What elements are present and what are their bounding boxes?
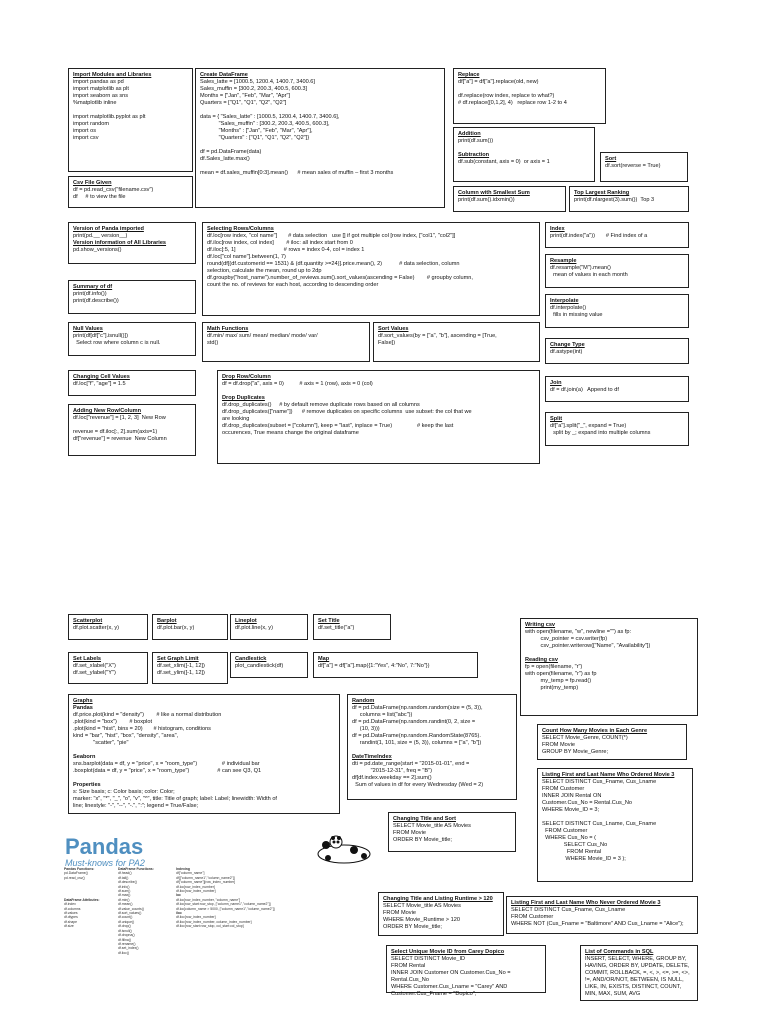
box-line: df = pd.DataFrame(data) [200, 149, 262, 155]
box-line: mean of values in each month [550, 272, 628, 278]
box-line: sns.barplot(data = df, y = "price", x = "room_type") # individual bar [73, 761, 260, 767]
box-line: split by _; expand into multiple columns [550, 430, 651, 436]
box-line [525, 650, 693, 657]
scatterplot-box [68, 614, 148, 640]
box-title: Graphs [73, 698, 93, 704]
list-item: df.head() [118, 871, 132, 876]
box-line: print(df.nlargest(3).sum()) Top 3 [574, 197, 655, 203]
list-item: pd.read_csv() [64, 875, 85, 880]
box-line: fills in missing value [550, 312, 603, 318]
box-line: print(pd.__ version__) [73, 233, 128, 239]
box-line: revenue = df.iloc[:, 2].sum(axis=1) [73, 429, 158, 435]
box-title: Changing Cell Values [73, 374, 130, 380]
box-line: SELECT Movie_title AS Movies [393, 823, 471, 829]
box-line: print(df.info()) [73, 291, 107, 297]
interpolate-box [545, 294, 689, 328]
list-item: df[["column_name1","column_name2"]] [176, 875, 235, 880]
candlestick-box [230, 652, 308, 678]
list-item: df.index [64, 902, 76, 907]
box-line [73, 422, 191, 429]
box-line: df.resample("M").mean() [550, 265, 611, 271]
column-heading: iloc [176, 911, 182, 916]
dataframe-functions-column [118, 867, 170, 955]
box-line [200, 163, 440, 170]
changing-title-sort-box [388, 812, 516, 852]
changing-cell-box [68, 370, 196, 396]
top-largest-box [569, 186, 689, 212]
box-line: COMMIT, ROLLBACK, =, <, >, <=, >=, <>, [585, 970, 690, 976]
resample-box [545, 254, 689, 288]
box-line: ORDER BY Movie_title; [393, 837, 452, 843]
selecting-rows-box [202, 222, 540, 316]
box-line: print(df[df["c"].isnull()]) [73, 333, 128, 339]
box-line: # df.replace([0,1,2], 4) replace row 1-2 to 4 [458, 100, 567, 106]
box-line: marker: "x", "*", "_", "o", "v", "^", title: Title of graph; label: Label; linewidth: Width of [73, 796, 277, 802]
box-title: Map [318, 656, 330, 662]
column-heading: DataFrame Attributes: [64, 897, 100, 902]
box-title: Scatterplot [73, 618, 103, 624]
list-item: df.fillna() [118, 937, 132, 942]
box-line: Customer.Cus_Fname = "Dopico"; [391, 991, 477, 997]
box-line: randint(1, 101, size = (5, 3)), columns = ["a", "b"]) [352, 740, 482, 746]
box-title: Split [550, 416, 563, 422]
list-item: df.rename() [118, 941, 136, 946]
box-line: df.set_xlim([-1, 12]) [157, 663, 205, 669]
box-line: df = pd.DataFrame(np.random.RandomState(8765). [352, 733, 481, 739]
list-item: df.dropna() [118, 933, 135, 938]
list-item: df.iloc() [118, 950, 130, 955]
box-title: Adding New Row/Column [73, 408, 142, 414]
lineplot-box [230, 614, 308, 640]
box-line: FROM Customer [542, 828, 588, 834]
box-title: Drop Row/Column [222, 374, 271, 380]
box-line: df = pd.read_csv("filename.csv") [73, 187, 154, 193]
box-subtitle: Seaborn [73, 754, 96, 760]
box-subtitle: Properties [73, 782, 101, 788]
box-line: Sales_muffin = [300.2, 200.3, 400.5, 600.3] [200, 86, 308, 92]
box-line: selection, calculate the mean, round up to 2dp [207, 268, 322, 274]
box-title: Count How Many Movies in Each Genre [542, 728, 648, 734]
box-line: df.min/ max/ sum/ mean/ median/ mode/ var/ [207, 333, 318, 339]
box-line: SELECT DISTINCT Movie_ID [391, 956, 466, 962]
box-title: List of Commands in SQL [585, 949, 654, 955]
box-title: Changing Title and Sort [393, 816, 456, 822]
box-line: SELECT DISTINCT Cus_Lname, Cus_Fname [542, 821, 657, 827]
box-line: mean = df.sales_muffin[0:3].mean() # mean sales of muffin – first 3 months [200, 170, 394, 176]
list-item: df.sort_values() [118, 911, 142, 916]
math-functions-box [202, 322, 370, 362]
version-box [68, 222, 196, 264]
box-line: line; linestyle: "-", "--", "-.", ":"; legend = True/False; [73, 803, 199, 809]
box-line: with open(filename, "w", newline ="") as fp: [525, 629, 632, 635]
box-line: INNER JOIN Customer ON Customer.Cus_No = Rental.Cus_No [391, 970, 513, 983]
box-subtitle: Pandas [73, 705, 93, 711]
box-line: print(my_temp) [525, 685, 579, 691]
list-item: df.tail() [118, 875, 129, 880]
column-heading: Indexing [176, 867, 190, 871]
box-line [352, 747, 512, 754]
box-line: df["a"] = df["a"].map({1:"Yes", 4:"No", 7:"No"}) [318, 663, 430, 669]
box-line: Quarters = ["Q1", "Q1", "Q2", "Q2"] [200, 100, 287, 106]
box-line: SELECT Movie_title AS Movies [383, 903, 461, 909]
box-line: df.iloc[:5, 1] # rows = index 0-4, col = index 1 [207, 247, 365, 253]
box-title: Random [352, 698, 375, 704]
box-title: Changing Title and Listing Runtime > 120 [383, 896, 493, 902]
box-title: Sort Values [378, 326, 409, 332]
set-title-box [313, 614, 391, 640]
box-line: .boxplot(data = df, y = "price", x = "room_type") # can see Q3, Q1 [73, 768, 262, 774]
box-title: Csv File Given [73, 180, 112, 186]
list-item: df.count() [118, 915, 133, 920]
box-title: Set Graph Limit [157, 656, 199, 662]
box-line: df["revenue"] = revenue New Column [73, 436, 167, 442]
list-item: df.loc[row_start:row_stop, ["column_name1","column_name2"]] [176, 902, 271, 907]
box-line: %matplotlib inline [73, 100, 117, 106]
box-line: SELECT DISTINCT Cus_Fname, Cus_Lname [542, 779, 657, 785]
box-title: Math Functions [207, 326, 249, 332]
list-item: df["column_name"] [176, 871, 205, 876]
box-line: df.loc["f", "age"] = 1.5 [73, 381, 126, 387]
sort-values-box [373, 322, 540, 362]
box-line: WHERE NOT (Cus_Fname = "Baltimore" AND Cus_Lname = "Alice"); [511, 921, 684, 927]
box-title: Listing First and Last Name Who Never Ordered Movie 3 [511, 900, 661, 906]
box-line: print(df.index("a")) # Find index of a [550, 233, 648, 239]
adding-row-box [68, 404, 196, 456]
sort-box [600, 152, 688, 182]
box-title: Candlestick [235, 656, 267, 662]
box-line: FROM Customer [542, 786, 585, 792]
list-item: df.isnull() [118, 928, 132, 933]
join-box [545, 376, 689, 402]
box-line: INNER JOIN Rental ON [542, 793, 602, 799]
list-item: df.columns [64, 906, 81, 911]
box-title: Listing First and Last Name Who Ordered Movie 3 [542, 772, 675, 778]
box-line: FROM Customer [511, 914, 554, 920]
box-line: df.plot.scatter(x, y) [73, 625, 120, 631]
box-line [542, 814, 688, 821]
box-title: Selecting Rows/Columns [207, 226, 274, 232]
box-subtitle: DateTimeIndex [352, 754, 392, 760]
box-line: df.loc["revenue"] = [1, 2, 3] New Row [73, 415, 166, 421]
column-heading: loc [176, 893, 181, 898]
box-line: WHERE Movie_ID = 3 ); [542, 856, 626, 862]
drop-row-box [217, 370, 540, 464]
listing-first-last-box [537, 768, 693, 882]
box-line: FROM Rental [542, 849, 602, 855]
list-item: df.sum() [118, 889, 131, 894]
count-movies-box [537, 724, 687, 760]
box-line: SELECT DISTINCT Cus_Fname, Cus_Lname [511, 907, 626, 913]
list-item: df.dtypes [64, 915, 78, 920]
box-line: ORDER BY Movie_title; [383, 924, 442, 930]
set-labels-box [68, 652, 148, 684]
list-item: df.iloc[row_index_number, column_index_number] [176, 919, 252, 924]
box-title: Change Type [550, 342, 585, 348]
box-line: import os [73, 128, 97, 134]
addition-subtraction-box [453, 127, 595, 182]
box-line: df.set_xlabel("X") [73, 663, 116, 669]
box-line [458, 86, 601, 93]
pandas-functions-column [64, 867, 112, 929]
box-line: HAVING, ORDER BY, UPDATE, DELETE, [585, 963, 690, 969]
list-item: df["column_name"][row_index_number] [176, 880, 236, 885]
box-line: INSERT, SELECT, WHERE, GROUP BY, [585, 956, 687, 962]
box-line: my_temp = fp.read() [525, 678, 592, 684]
box-line: df["a"].split("_", expand = True) [550, 423, 627, 429]
box-title: Summary of df [73, 284, 113, 290]
box-line: "2015-12-31", freq = "B") [352, 768, 432, 774]
list-item: df.describe() [118, 880, 137, 885]
box-line: WHERE Movie_Runtime > 120 [383, 917, 460, 923]
box-line: df["a"] = df["a"].replace(old, new) [458, 79, 539, 85]
box-title: Import Modules and Libraries [73, 72, 152, 78]
box-line: df = pd.DataFrame(np.random.random(size = (5, 3)), [352, 705, 483, 711]
pandas-card-subtitle: Must-knows for PA2 [65, 858, 145, 868]
box-title: Barplot [157, 618, 177, 624]
list-item: df.info() [118, 884, 130, 889]
box-line: plot_candlestick(df) [235, 663, 284, 669]
box-line [73, 747, 335, 754]
box-line: df.loc[row index, "col name"] # data selection use [] if got multiple col [row index, ["col1", "col2"]] [207, 233, 456, 239]
box-line: csv_pointer.writerow(["Name", "Availability"]) [525, 643, 651, 649]
box-line: df = df.drop("a", axis = 0) # axis = 1 (row), axis = 0 (col) [222, 381, 373, 387]
box-line [200, 107, 440, 114]
box-line: (10, 3))) [352, 726, 380, 732]
box-line: df.groupby("host_name").number_of_reviews.sum().sort_values(ascending = False) # groupby column, [207, 275, 473, 281]
list-item: df.iloc[row_index_number] [176, 915, 216, 920]
box-line: SELECT Movie_Genre, COUNT(*) [542, 735, 628, 741]
box-line: WHERE Customer.Cus_Lname = "Carey" AND [391, 984, 508, 990]
sql-commands-box [580, 945, 698, 1001]
box-line: import csv [73, 135, 99, 141]
box-line: !=, AND/OR/NOT, BETWEEN, IS NULL, [585, 977, 684, 983]
list-item: pd.DataFrame() [64, 871, 88, 876]
box-line: data = { "Sales_latte" : [1000.5, 1200.4, 1400.7, 3400.6], [200, 114, 340, 120]
box-title: Version information of All Libraries [73, 240, 167, 246]
box-line: import seaborn as sns [73, 93, 129, 99]
box-line: df.astype(int) [550, 349, 583, 355]
box-line: df.set_ylim([-1, 12]) [157, 670, 205, 676]
map-box [313, 652, 478, 678]
box-line: df = pd.DataFrame(np.random.randint(0, 2, size = [352, 719, 476, 725]
box-line: "Quarters" : ["Q1", "Q1", "Q2", "Q2"]} [200, 135, 310, 141]
box-title: Lineplot [235, 618, 257, 624]
box-line: occurences, True means change the original dataframe [222, 430, 359, 436]
box-title: Sort [605, 156, 617, 162]
smallest-sum-box [453, 186, 566, 212]
box-line: df.replace(row index, replace to what?) [458, 93, 555, 99]
box-line: import matplotlib as plt [73, 86, 129, 92]
box-line: csv_pointer = csv.writer(fp) [525, 636, 608, 642]
indexing-column [176, 867, 316, 929]
pandas-card-title: Pandas [65, 834, 144, 859]
csv-file-box [68, 176, 193, 208]
box-line: Sum of values in df for every Wednesday (Wed = 2) [352, 782, 484, 788]
box-line [73, 775, 335, 782]
list-item: df.set_index() [118, 946, 139, 951]
box-line: import random [73, 121, 110, 127]
box-line: df.sub(constant, axis = 0) or axis = 1 [458, 159, 550, 165]
box-line: df.iloc[row index, col index] # iloc: all index start from 0 [207, 240, 353, 246]
list-item: df.max() [118, 893, 131, 898]
list-item: df.drop() [118, 924, 131, 929]
box-line: print(df.describe()) [73, 298, 119, 304]
graphs-box [68, 694, 340, 814]
list-item: df.values [64, 911, 78, 916]
box-title: Top Largest Ranking [574, 190, 630, 196]
box-line: "Sales_muffin" : [300.2, 200.3, 400.5, 600.3], [200, 121, 330, 127]
box-title: Null Values [73, 326, 103, 332]
box-title: Addition [458, 131, 481, 137]
box-line: WHERE Cus_No = ( [542, 835, 596, 841]
box-line: import pandas as pd [73, 79, 124, 85]
box-line: fp = open(filename, "r") [525, 664, 583, 670]
box-line: Sales_latte = [1000.5, 1200.4, 1400.7, 3400.6] [200, 79, 315, 85]
box-line: FROM Rental [391, 963, 426, 969]
box-subtitle: Drop Duplicates [222, 395, 265, 401]
box-title: Writing csv [525, 622, 556, 628]
spacer [458, 145, 590, 152]
box-line: df.plot.line(x, y) [235, 625, 273, 631]
writing-csv-box [520, 618, 698, 716]
list-item: df.loc[row_index_number] [176, 884, 215, 889]
panda-icon [314, 836, 374, 862]
box-title: Version of Panda imported [73, 226, 144, 232]
create-dataframe-box [195, 68, 445, 208]
summary-box [68, 280, 196, 314]
changing-title-listing-box [378, 892, 504, 936]
box-title: Join [550, 380, 562, 386]
box-line: df.loc["col name"].between(1, 7) [207, 254, 286, 260]
box-line: .plot(kind = "box") # boxplot [73, 719, 153, 725]
random-datetime-box [347, 694, 517, 800]
list-item: df.value_counts() [118, 906, 145, 911]
box-title: Select Unique Movie ID from Carey Dopico [391, 949, 505, 955]
index-box [545, 222, 689, 248]
change-type-box [545, 338, 689, 364]
box-line: df.drop_duplicates(subset = ["column"], keep = "last", inplace = True) # keep the last [222, 423, 454, 429]
box-line: GROUP BY Movie_Genre; [542, 749, 609, 755]
list-item: df.loc[column_name > 5000, ["column_name1","column_name2"]] [176, 906, 275, 911]
box-line: import matplotlib.pyplot as plt [73, 114, 146, 120]
list-item: df.loc[row_index_number, "column_name"] [176, 897, 241, 902]
box-line: dti = pd.date_range(start = "2015-01-01", end = [352, 761, 470, 767]
list-item: df.shape [64, 919, 78, 924]
box-line: columns = list("abc")) [352, 712, 413, 718]
box-line: print(df.sum().idxmin()) [458, 197, 515, 203]
box-line: df.sort_values(by = ["a", "b"], ascending = [True, [378, 333, 497, 339]
null-values-box [68, 322, 196, 356]
box-line: df.price.plot(kind = "density") # like a normal distribution [73, 712, 222, 718]
box-line [222, 388, 535, 395]
box-line: s: Size basis; c: Color basis; color: Color; [73, 789, 175, 795]
list-item: df.iloc[row_index_number] [176, 889, 216, 894]
box-subtitle: Reading csv [525, 657, 558, 663]
box-line [73, 107, 188, 114]
box-line: df.set_title("a") [318, 625, 355, 631]
box-line: df.Sales_latte.max() [200, 156, 250, 162]
box-line: FROM Movie [542, 742, 575, 748]
box-title: Interpolate [550, 298, 579, 304]
box-line: "scatter", "pie" [73, 740, 129, 746]
box-line: MIN, MAX, SUM, AVG [585, 991, 641, 997]
box-title: Subtraction [458, 152, 490, 158]
box-line: .plot(kind = "hist", bins = 20) # histogram, conditions [73, 726, 211, 732]
box-line: df # to view the file [73, 194, 126, 200]
box-line: FROM Movie [383, 910, 416, 916]
box-title: Set Title [318, 618, 340, 624]
box-line: False]) [378, 340, 396, 346]
box-line: df.sort(reverse = True) [605, 163, 661, 169]
replace-box [453, 68, 606, 124]
set-graph-limit-box [152, 652, 228, 684]
box-line: print(df.sum()) [458, 138, 494, 144]
box-line: df = df.join(a) Append to df [550, 387, 619, 393]
box-line: df.drop_duplicates() # by default remove duplicate rows based on all columns [222, 402, 420, 408]
box-line: FROM Movie [393, 830, 426, 836]
box-line: with open(filename, "r") as fp [525, 671, 597, 677]
unique-movie-box [386, 945, 546, 997]
box-line: SELECT Cus_No [542, 842, 608, 848]
box-title: Resample [550, 258, 577, 264]
box-line: df.plot.bar(x, y) [157, 625, 195, 631]
list-item: df.iloc[row_start:row_stop, col_start:col_stop] [176, 924, 244, 929]
box-line: df.drop_duplicates(["name"]) # remove duplicates on specific columns use subset: the col that we [222, 409, 472, 415]
list-item: df.mean() [118, 902, 133, 907]
box-line: Select row where column c is null. [73, 340, 161, 346]
import-modules-box [68, 68, 193, 172]
column-heading: DataFrame Functions: [118, 867, 154, 871]
barplot-box [152, 614, 228, 640]
box-line: df.interpolate() [550, 305, 587, 311]
box-title: Set Labels [73, 656, 101, 662]
box-line: df[df.index.weekday == 2].sum() [352, 775, 432, 781]
box-line: df.set_ylabel("Y") [73, 670, 116, 676]
split-box [545, 412, 689, 446]
box-title: Column with Smallest Sum [458, 190, 530, 196]
box-line: kind = "bar", "hist", "box", "density", "area", [73, 733, 179, 739]
box-line: count the no. of reviews for each host, according to descending order [207, 282, 379, 288]
box-title: Replace [458, 72, 480, 78]
box-title: Index [550, 226, 565, 232]
box-line: std() [207, 340, 219, 346]
box-line: LIKE, IN, EXISTS, DISTINCT, COUNT, [585, 984, 682, 990]
box-line: Customer.Cus_No = Rental.Cus_No [542, 800, 633, 806]
list-item: df.unique() [118, 919, 135, 924]
list-item: df.size [64, 924, 74, 929]
box-line: "Months" : ["Jan", "Feb", "Mar", "Apr"], [200, 128, 313, 134]
box-line: WHERE Movie_ID = 3; [542, 807, 600, 813]
box-line: round(df[(df.customerid == 1531) & (df.quantity >=24)].price.mean(), 2) # data selection, column [207, 261, 460, 267]
box-line: Months = ["Jan", "Feb", "Mar", "Apr"] [200, 93, 291, 99]
box-line [200, 142, 440, 149]
box-line: pd.show_versions() [73, 247, 122, 253]
list-item: df.min() [118, 897, 130, 902]
listing-never-ordered-box [506, 896, 698, 934]
box-line: are looking [222, 416, 250, 422]
column-heading: Pandas Functions: [64, 867, 95, 871]
box-title: Create DataFrame [200, 72, 248, 78]
